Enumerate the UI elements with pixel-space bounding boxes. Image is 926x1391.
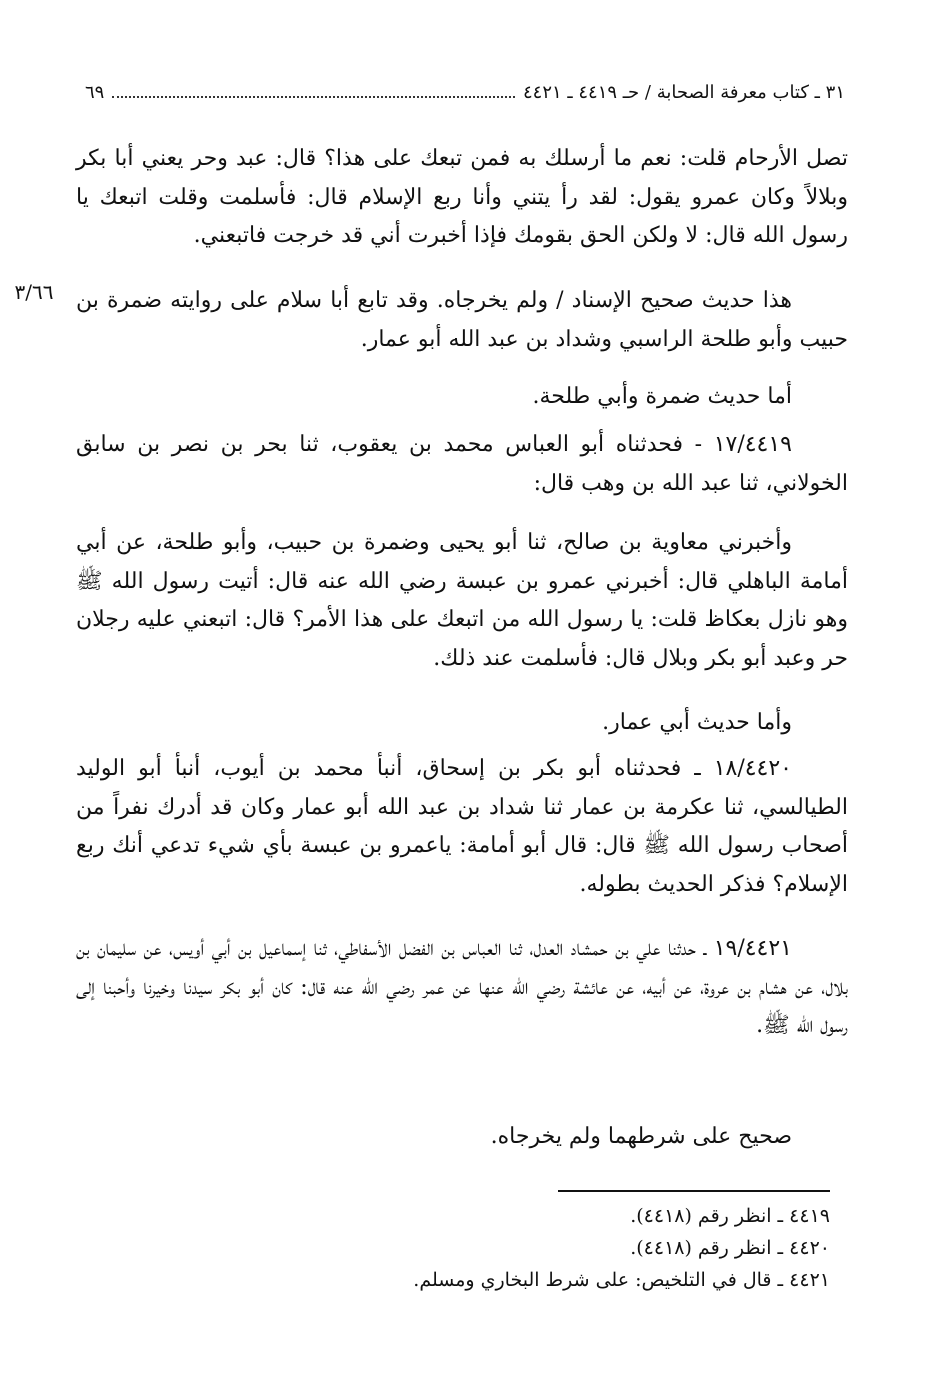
main-text [76,426,848,503]
main-text [76,750,848,904]
hadith-4421: ١٩/٤٤٢١ ـ حدثنا علي بن حمشاد العدل، ثنا العباس بن الفضل الأسفاطي، ثنا إسماعيل بن أبي أويس، عن سليمان بن بلال، عن هشام بن عروة، عن أبيه، عن عائشة رضي الله عنها عن عمر رضي الله عنه قال: كان أبو بكر سيدنا وخيرنا وأحبنا إلى رسول الله ﷺ. [76,936,848,1038]
main-text [76,930,848,1046]
margin-reference: ٣/٦٦ [14,280,54,304]
main-text [76,524,848,678]
paragraph-grading-4421: صحيح على شرطهما ولم يخرجاه. [490,1124,792,1149]
paragraph-grading: هذا حديث صحيح الإسناد / ولم يخرجاه. وقد تابع أبا سلام على روايته ضمرة بن حبيب وأبو طلحة الراسبي وشداد بن عبد الله أبو عمار. [76,288,848,352]
page-number: ٦٩ [85,82,105,103]
main-text [76,1118,848,1157]
main-text [76,140,848,256]
footnotes [330,1200,830,1296]
paragraph-matn-4419: وأخبرني معاوية بن صالح، ثنا أبو يحيى وضمرة بن حبيب، وأبو طلحة، عن أبي أمامة الباهلي قال: أخبرني عمرو بن عبسة رضي الله عنه قال: أتيت رسول الله ﷺ وهو نازل بعكاظ قلت: يا رسول الله من اتبعك على هذا الأمر؟ قال: اتبعني عليه رجلان حر وعبد أبو بكر وبلال قال: فأسلمت عند ذلك. [76,530,848,671]
header-title: ٣١ ـ كتاب معرفة الصحابة / حـ ٤٤١٩ ـ ٤٤٢١ [523,82,845,103]
footnote-separator [558,1190,830,1192]
footnote: ٤٤١٩ ـ انظر رقم (٤٤١٨). [630,1205,830,1227]
main-text [76,282,848,359]
hadith-4419: ١٧/٤٤١٩ - فحدثناه أبو العباس محمد بن يعقوب، ثنا بحر بن نصر بن سابق الخولاني، ثنا عبد الله بن وهب قال: [76,432,848,496]
footnote: ٤٤٢١ ـ قال في التلخيص: على شرط البخاري ومسلم. [413,1269,830,1291]
main-text [76,704,848,743]
paragraph-continuation: تصل الأرحام قلت: نعم ما أرسلك به فمن تبعك على هذا؟ قال: عبد وحر يعني أبا بكر وبلالاً وكان عمرو يقول: لقد رأ يتني وأنا ربع الإسلام قال: فأسلمت وقلت اتبعك يا رسول الله قال: لا ولكن الحق بقومك فإذا أخبرت أني قد خرجت فاتبعني. [76,146,848,248]
paragraph-heading-damra: أما حديث ضمرة وأبي طلحة. [532,384,792,409]
paragraph-heading-abi-ammar: وأما حديث أبي عمار. [602,710,792,735]
main-text [76,378,848,417]
running-header [85,82,845,118]
hadith-4420: ١٨/٤٤٢٠ ـ فحدثناه أبو بكر بن إسحاق، أنبأ محمد بن أيوب، أنبأ أبو الوليد الطيالسي، ثنا عكرمة بن عمار ثنا شداد بن عبد الله أبو عمار وكان قد أدرك نفراً من أصحاب رسول الله ﷺ قال: قال أبو أمامة: ياعمرو بن عبسة بأي شيء تدعي أنك ربع الإسلام؟ فذكر الحديث بطوله. [76,756,848,897]
header-leader-dots [112,82,515,98]
footnote: ٤٤٢٠ ـ انظر رقم (٤٤١٨). [630,1237,830,1259]
